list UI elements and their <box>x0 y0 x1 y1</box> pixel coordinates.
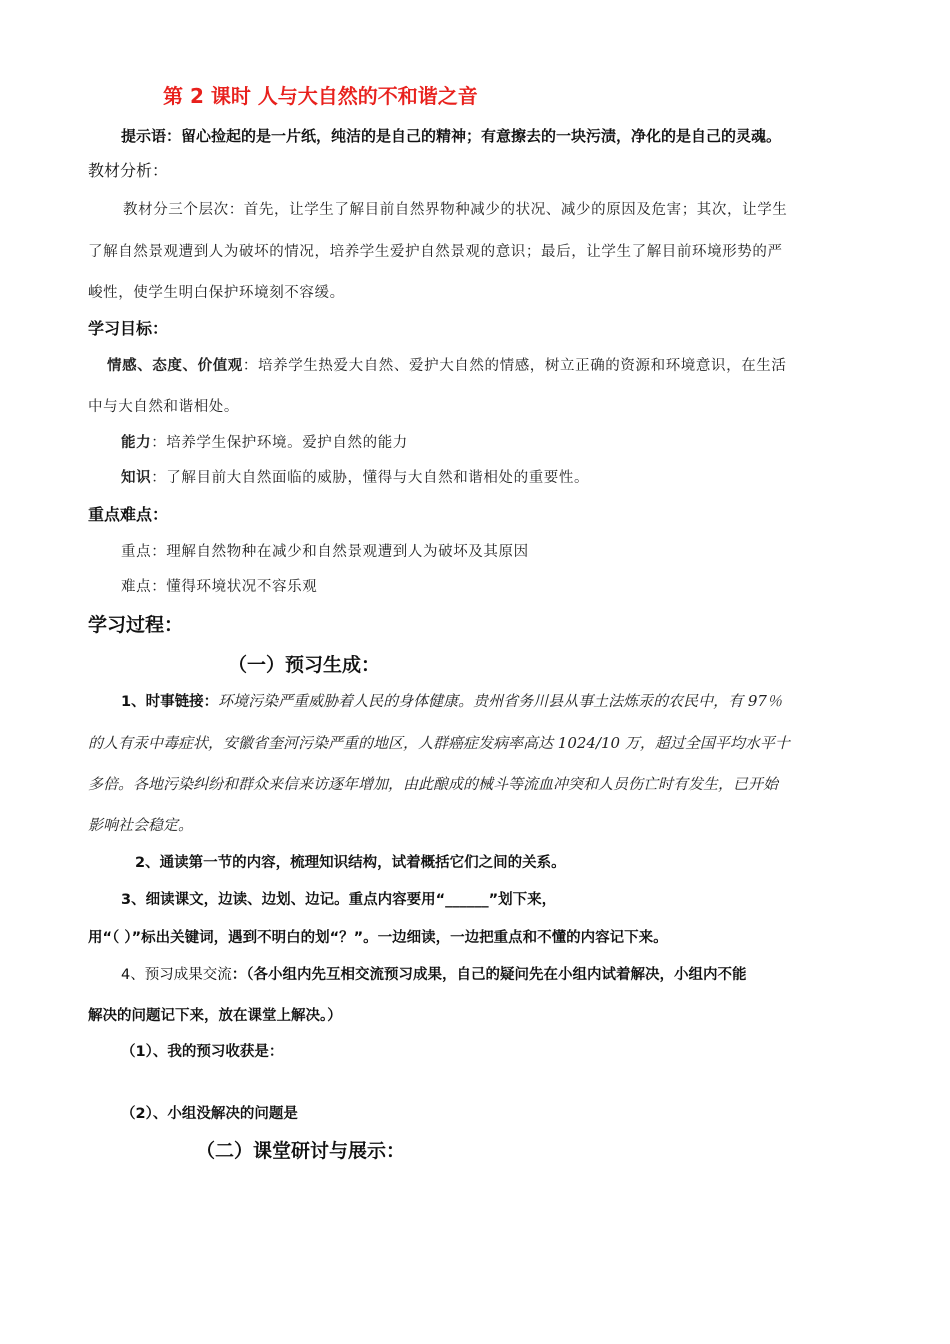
item4-label: 4、预习成果交流 <box>121 967 232 983</box>
sub-item-1: （1）、我的预习收获是： <box>121 1044 284 1060</box>
goal-emotion-line-1 <box>107 354 787 375</box>
analysis-line-3: 峻性，使学生明白保护环境刻不容缓。 <box>88 285 345 301</box>
keypoint-key: 重点：理解自然物种在减少和自然景观遭到人为破坏及其原因 <box>121 544 529 560</box>
goal-knowledge-text: ：了解目前大自然面临的威胁，懂得与大自然和谐相处的重要性。 <box>151 470 590 486</box>
item1-text-1: 环境污染严重威胁着人民的身体健康。贵州省务川县从事土法炼汞的农民中，有 97％ <box>218 692 782 710</box>
item1-line-3: 多倍。各地污染纠纷和群众来信来访逐年增加，由此酿成的械斗等流血冲突和人员伤亡时有发生，已开始 <box>88 775 779 793</box>
sub-item-2: （2）、小组没解决的问题是 <box>121 1106 298 1122</box>
lesson-title: 第 2 课时 人与大自然的不和谐之音 <box>163 84 478 108</box>
item3-line-1: 3、细读课文，边读、边划、边记。重点内容要用“______”划下来， <box>121 892 557 908</box>
goal-emotion-line-2: 中与大自然和谐相处。 <box>88 399 239 415</box>
item1-line-2: 的人有汞中毒症状，安徽省奎河污染严重的地区，人群癌症发病率高达 1024/10 万，超过全国平均水平十 <box>88 734 790 752</box>
tip-sentence: 提示语：留心捡起的是一片纸，纯洁的是自己的精神；有意擦去的一块污渍，净化的是自己的灵魂。 <box>121 127 782 145</box>
keypoint-difficult: 难点：懂得环境状况不容乐观 <box>121 579 318 595</box>
goal-ability-label: 能力 <box>121 435 152 451</box>
process-heading: 学习过程： <box>88 614 184 636</box>
section-classroom-heading: （二）课堂研讨与展示： <box>196 1140 406 1162</box>
goals-heading: 学习目标： <box>88 319 169 338</box>
goal-emotion-label: 情感、态度、价值观 <box>107 358 243 374</box>
item4-line-2: 解决的问题记下来，放在课堂上解决。） <box>88 1008 342 1024</box>
section-preview-heading: （一）预习生成： <box>228 654 381 676</box>
goal-knowledge-label: 知识 <box>121 470 152 486</box>
analysis-heading: 教材分析： <box>88 161 169 180</box>
analysis-line-1: 教材分三个层次：首先，让学生了解目前自然界物种减少的状况、减少的原因及危害；其次，让学生 <box>123 202 788 218</box>
goal-emotion-text: ：培养学生热爱大自然、爱护大自然的情感，树立正确的资源和环境意识，在生活 <box>242 358 787 374</box>
goal-ability <box>121 431 408 452</box>
item1-label: 1、时事链接： <box>121 694 219 710</box>
goal-ability-text: ：培养学生保护环境。爱护自然的能力 <box>151 435 408 451</box>
item3-line-2: 用“（ ）”标出关键词，遇到不明白的划“？”。一边细读，一边把重点和不懂的内容记下来。 <box>88 930 668 946</box>
item1-line-4: 影响社会稳定。 <box>88 816 194 834</box>
goal-knowledge <box>121 466 589 487</box>
analysis-line-2: 了解自然景观遭到人为破坏的情况，培养学生爱护自然景观的意识；最后，让学生了解目前环境形势的严 <box>88 244 783 260</box>
item2: 2、通读第一节的内容，梳理知识结构，试着概括它们之间的关系。 <box>135 855 566 871</box>
item4-line-1 <box>121 963 746 984</box>
item1-line-1 <box>121 690 782 711</box>
keypoints-heading: 重点难点： <box>88 505 169 524</box>
item4-text-1: ：（各小组内先互相交流预习成果，自己的疑问先在小组内试着解决，小组内不能 <box>231 967 747 983</box>
